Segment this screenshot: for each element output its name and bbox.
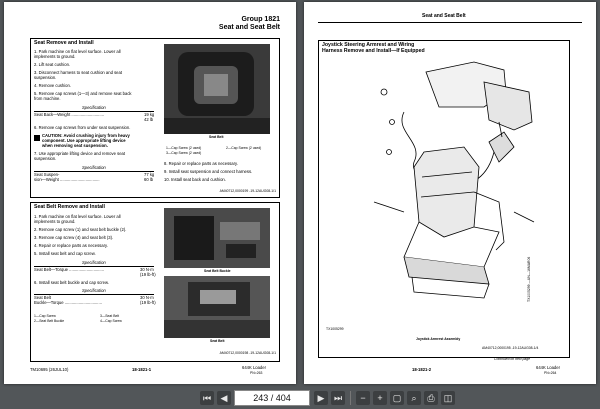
seat-step: implements to ground. bbox=[34, 54, 76, 59]
seat-step: 8. Repair or replace parts as necessary. bbox=[164, 161, 238, 166]
diagram-caption: Joystick Armrest Assembly bbox=[416, 337, 461, 341]
footer-page-number: 18-1821-2 bbox=[412, 367, 432, 372]
seat-belt-photo bbox=[164, 276, 270, 338]
legend-item: 2—Seat Belt Buckle bbox=[34, 319, 65, 323]
spec-heading: Specification bbox=[82, 165, 106, 170]
first-page-button[interactable]: ⏮ bbox=[200, 391, 214, 405]
spec-value: 60 lb bbox=[144, 177, 154, 182]
footer-model: 644K Loader bbox=[242, 365, 266, 370]
legend-item: 4—Cap Screw bbox=[100, 319, 122, 323]
spec-heading: Specification bbox=[82, 260, 106, 265]
seat-step: suspension. bbox=[34, 156, 57, 161]
spec-line: Seat Belt—Torque .............................. bbox=[34, 267, 105, 272]
spec-rule bbox=[34, 294, 154, 295]
group-number: Group 1821 bbox=[241, 16, 280, 23]
toolbar-divider bbox=[350, 391, 351, 405]
footer-tm-number: TM10695 (26JUL10) bbox=[30, 367, 69, 372]
seat-photo bbox=[164, 44, 270, 134]
seat-step: 9. Install seat suspension and connect harness. bbox=[164, 169, 253, 174]
side-reference: TX1005299 —UN—16MAR06 bbox=[527, 256, 531, 302]
seat-step: 4. Remove cushion. bbox=[34, 83, 72, 88]
right-header: Seat and Seat Belt bbox=[422, 13, 466, 19]
spec-value: 77 kg bbox=[144, 172, 155, 177]
spec-value: 42 lb bbox=[144, 117, 154, 122]
spec-value: (19 lb-ft) bbox=[140, 272, 156, 277]
spec-value: 30 N·m bbox=[140, 267, 154, 272]
reference-code: AM40712,0000195 -19-12AUG08-1/4 bbox=[482, 346, 539, 350]
caution-icon bbox=[34, 135, 40, 141]
group-title: Seat and Seat Belt bbox=[218, 24, 280, 31]
footer-model: 644K Loader bbox=[536, 365, 560, 370]
legend-item: 2—Cap Screw (2 used) bbox=[226, 146, 262, 150]
caution-text: component. Use appropriate lifting device bbox=[42, 138, 126, 143]
print-icon[interactable]: ⎙ bbox=[424, 391, 438, 405]
seat-step: 2. Lift seat cushion. bbox=[34, 62, 71, 67]
spec-heading: Specification bbox=[82, 105, 106, 110]
footer-page-number: 18-1821-1 bbox=[132, 367, 152, 372]
belt-step: 1. Park machine on flat level surface. Lower all bbox=[34, 214, 121, 219]
section-title: Joystick Steering Armrest and Wiring bbox=[322, 42, 415, 48]
right-page bbox=[304, 2, 596, 384]
left-page bbox=[4, 2, 296, 384]
seat-step: 1. Park machine on flat level surface. Lower all bbox=[34, 49, 121, 54]
pdf-toolbar bbox=[0, 387, 600, 409]
section-title: Harness Remove and Install—If Equipped bbox=[322, 48, 425, 54]
header-rule bbox=[318, 22, 582, 23]
caution-text: CAUTION: Avoid crushing injury from heavy bbox=[42, 133, 130, 138]
caution-text: when removing seat suspension. bbox=[42, 143, 108, 148]
seat-step: from machine. bbox=[34, 96, 61, 101]
belt-step: 4. Repair or replace parts as necessary. bbox=[34, 243, 108, 248]
reference-code: AM40712,0000199 -19-12AUG08-1/1 bbox=[219, 189, 276, 193]
photo-caption: Seat Belt bbox=[209, 135, 224, 139]
belt-step: 5. Install seat belt and cap screw. bbox=[34, 251, 96, 256]
search-icon[interactable]: ⌕ bbox=[407, 391, 421, 405]
seat-step: 10. Install seat back and cushion. bbox=[164, 177, 226, 182]
spec-line: Seat Belt bbox=[34, 295, 51, 300]
zoom-in-icon[interactable]: + bbox=[373, 391, 387, 405]
seat-step: 6. Remove cap screws from under seat suspension. bbox=[34, 125, 131, 130]
spec-value: 19 kg bbox=[144, 112, 155, 117]
belt-step: implements to ground. bbox=[34, 219, 76, 224]
two-page-view-icon[interactable]: ◫ bbox=[441, 391, 455, 405]
legend-item: 1—Cap Screw bbox=[34, 314, 56, 318]
spec-value: (19 lb-ft) bbox=[140, 300, 156, 305]
seat-step: suspension. bbox=[34, 75, 57, 80]
photo-caption: Seat Belt bbox=[210, 339, 225, 343]
spec-heading: Specification bbox=[82, 288, 106, 293]
seat-remove-title: Seat Remove and Install bbox=[34, 40, 94, 46]
spec-value: 30 N·m bbox=[140, 295, 154, 300]
belt-step: 2. Remove cap screw (1) and seat belt buckle (2). bbox=[34, 227, 127, 232]
continued-note: Continued on next page bbox=[494, 357, 531, 361]
spec-line: Buckle—Torque ................................ bbox=[34, 300, 102, 305]
legend-item: 3—Seat Belt bbox=[100, 314, 120, 318]
footer-pn: PN=264 bbox=[544, 371, 557, 375]
legend-item: 1—Cap Screw (2 used) bbox=[166, 146, 202, 150]
zoom-out-icon[interactable]: − bbox=[356, 391, 370, 405]
seat-step: 3. Disconnect harness to seat cushion and seat bbox=[34, 70, 122, 75]
seat-step: 5. Remove cap screws (1—3) and remove seat back bbox=[34, 91, 132, 96]
armrest-exploded-diagram bbox=[364, 52, 544, 312]
reference-code: AM40712,0000198 -19-12AUG08-1/1 bbox=[219, 351, 276, 355]
belt-step: 3. Remove cap screw (4) and seat belt (3). bbox=[34, 235, 114, 240]
seat-belt-buckle-photo bbox=[164, 208, 270, 268]
last-page-button[interactable]: ⏭ bbox=[331, 391, 345, 405]
page-indicator[interactable]: 243 / 404 bbox=[234, 390, 310, 406]
photo-caption: Seat Belt Buckle bbox=[204, 269, 231, 273]
footer-pn: PN=263 bbox=[250, 371, 263, 375]
prev-page-button[interactable]: ◀ bbox=[217, 391, 231, 405]
next-page-button[interactable]: ▶ bbox=[314, 391, 328, 405]
legend-item: 3—Cap Screw (2 used) bbox=[166, 151, 202, 155]
fit-page-icon[interactable]: ▢ bbox=[390, 391, 404, 405]
diagram-id: TX1005299 bbox=[326, 327, 344, 331]
seat-step: 7. Use appropriate lifting device and remove seat bbox=[34, 151, 126, 156]
spec-line: Seat Suspen- bbox=[34, 172, 60, 177]
belt-step: 6. Install seat belt buckle and cap screw. bbox=[34, 280, 109, 285]
spec-line: sion—Weight .................................. bbox=[34, 177, 100, 182]
spec-line: Seat Back—Weight ............................ bbox=[34, 112, 104, 117]
belt-remove-title: Seat Belt Remove and Install bbox=[34, 204, 105, 210]
